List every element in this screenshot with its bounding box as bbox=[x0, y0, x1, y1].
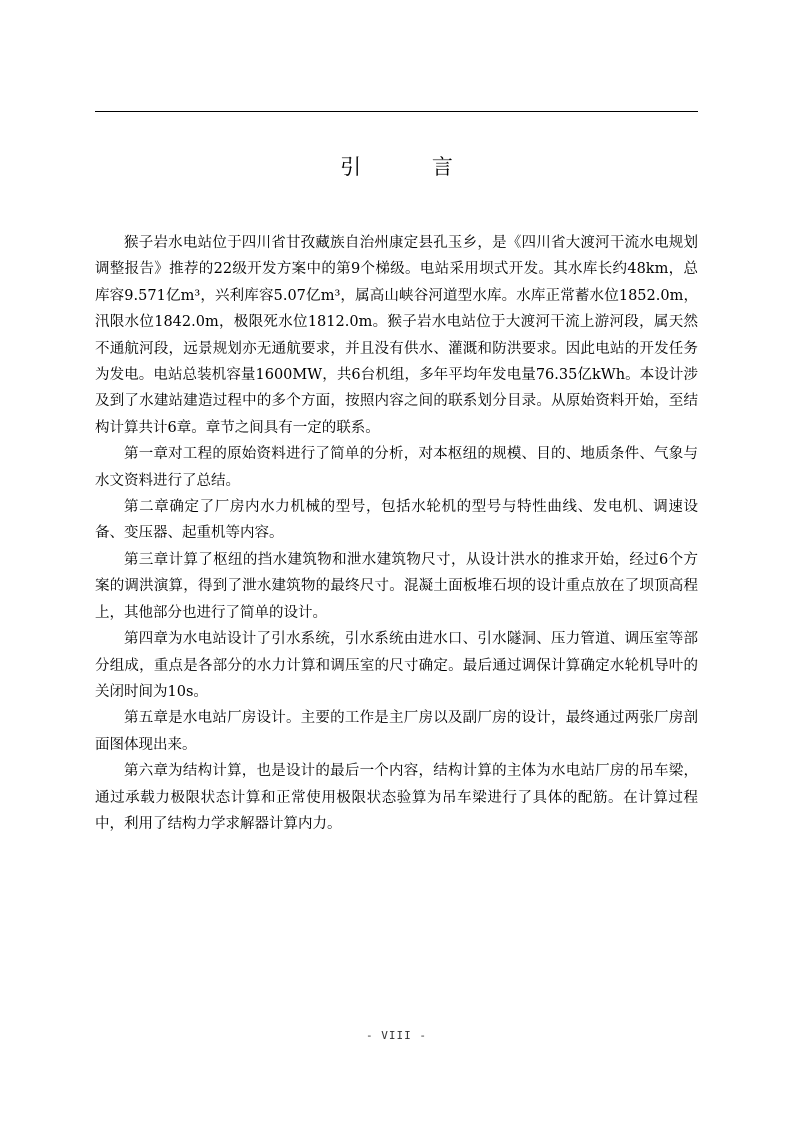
paragraph-chapter-1: 第一章对工程的原始资料进行了简单的分析，对本枢纽的规模、目的、地质条件、气象与水文资料进行了总结。 bbox=[95, 446, 698, 489]
paragraph-chapter-4: 第四章为水电站设计了引水系统，引水系统由进水口、引水隧洞、压力管道、调压室等部分组成，重点是各部分的水力计算和调压室的尺寸确定。最后通过调保计算确定水轮机导叶的关闭时间为10s。 bbox=[95, 631, 698, 700]
body-text bbox=[95, 230, 698, 837]
paragraph-chapter-6: 第六章为结构计算，也是设计的最后一个内容，结构计算的主体为水电站厂房的吊车梁，通过承载力极限状态计算和正常使用极限状态验算为吊车梁进行了具体的配筋。在计算过程中，利用了结构力学求解器计算内力。 bbox=[95, 763, 698, 832]
page-title: 引 言 bbox=[340, 155, 485, 179]
header-rule bbox=[95, 111, 698, 112]
paragraph-intro: 猴子岩水电站位于四川省甘孜藏族自治州康定县孔玉乡，是《四川省大渡河干流水电规划调整报告》推荐的22级开发方案中的第9个梯级。电站采用坝式开发。其水库长约48km，总库容9.571亿m³，兴利库容5.07亿m³，属高山峡谷河道型水库。水库正常蓄水位1852.0m，汛限水位1842.0m，极限死水位1812.0m。猴子岩水电站位于大渡河干流上游河段，属天然不通航河段，远景规划亦无通航要求，并且没有供水、灌溉和防洪要求。因此电站的开发任务为发电。电站总装机容量1600MW，共6台机组，多年平均年发电量76.35亿kWh。本设计涉及到了水建站建造过程中的多个方面，按照内容之间的联系划分目录。从原始资料开始，至结构计算共计6章。章节之间具有一定的联系。 bbox=[95, 235, 698, 436]
paragraph-chapter-2: 第二章确定了厂房内水力机械的型号，包括水轮机的型号与特性曲线、发电机、调速设备、变压器、起重机等内容。 bbox=[95, 499, 698, 542]
page-number: - VIII - bbox=[366, 1029, 427, 1042]
paragraph-chapter-3: 第三章计算了枢纽的挡水建筑物和泄水建筑物尺寸，从设计洪水的推求开始，经过6个方案的调洪演算，得到了泄水建筑物的最终尺寸。混凝土面板堆石坝的设计重点放在了坝顶高程上，其他部分也进行了简单的设计。 bbox=[95, 551, 698, 621]
paragraph-chapter-5: 第五章是水电站厂房设计。主要的工作是主厂房以及副厂房的设计，最终通过两张厂房剖面图体现出来。 bbox=[95, 710, 698, 753]
